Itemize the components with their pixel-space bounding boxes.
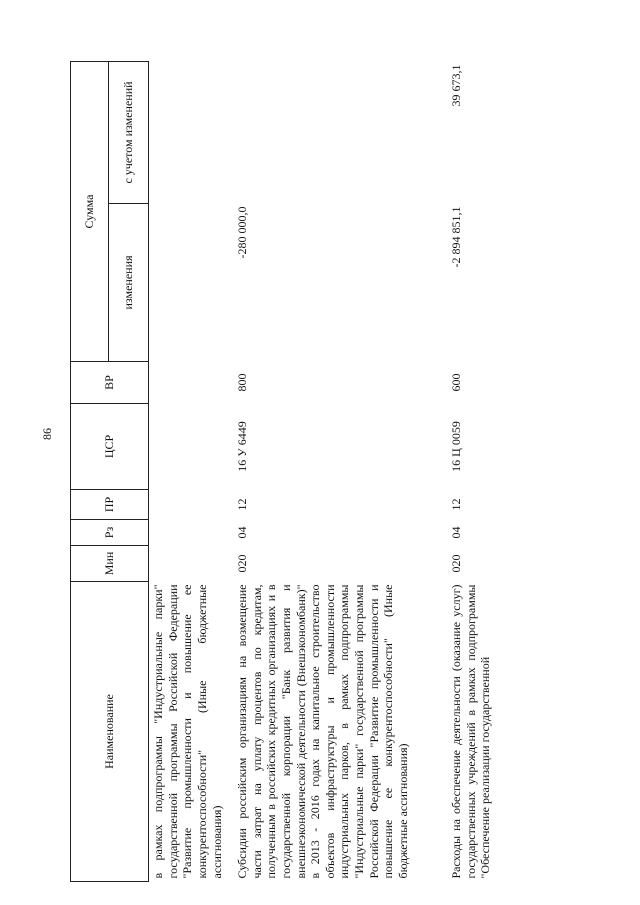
row-vr: 800: [235, 373, 249, 392]
header-with-changes: с учетом изменений: [109, 61, 149, 203]
header-min: Мин: [71, 546, 149, 582]
header-sum: Сумма: [71, 61, 109, 361]
page-number: 86: [40, 428, 54, 440]
row-name: Расходы на обеспечение деятельности (оказание услуг) государственных учреждений в рамках подпрограммы "Обеспечение реализации государственной: [449, 584, 493, 879]
header-csr: ЦСР: [71, 404, 149, 490]
row-pr: 12: [449, 498, 463, 511]
row-min: [149, 546, 234, 582]
table-row: [149, 61, 234, 881]
rotated-page: [70, 62, 590, 882]
row-min: 020: [449, 554, 463, 573]
row-total: [233, 61, 447, 203]
row-pr: [149, 490, 234, 520]
row-change: [149, 204, 234, 362]
row-csr: 16 Ц 0059: [449, 421, 463, 472]
header-name: Наименование: [71, 582, 149, 882]
row-rz: 04: [235, 526, 249, 539]
table-row: [447, 61, 511, 881]
row-vr: 600: [449, 373, 463, 392]
row-vr: [149, 362, 234, 404]
row-change: -280 000,0: [235, 206, 249, 259]
row-min: 020: [235, 554, 249, 573]
header-vr: ВР: [71, 362, 149, 404]
row-total: 39 673,1: [449, 64, 463, 107]
row-rz: [149, 520, 234, 546]
row-total: [149, 61, 234, 203]
header-pr: ПР: [71, 490, 149, 520]
row-csr: 16 У 6449: [235, 421, 249, 472]
row-change: -2 894 851,1: [449, 206, 463, 268]
budget-table: [70, 61, 511, 882]
row-name: Субсидии российским организациям на возмещение части затрат на уплату процентов по кредитам, полученным в российских кредитных организациях и в государственной корпорации "Банк развития и внешнеэкономической деятельности (Внешэкономбанк)" в 2013 - 2016 годах на капитальное строительство объектов инфраструктуры и промышленности индустриальных парков, в рамках подпрограммы "Индустриальные парки" государственной программы Российской Федерации "Развитие промышленности и повышение ее конкурентоспособности" (Иные бюджетные ассигнования): [235, 584, 410, 879]
row-rz: 04: [449, 526, 463, 539]
table-row: [233, 61, 447, 881]
header-changes: изменения: [109, 204, 149, 362]
row-pr: 12: [235, 498, 249, 511]
row-name: в рамках подпрограммы "Индустриальные парки" государственной программы Российской Федерации "Развитие промышленности и повышение ее конкурентоспособности" (Иные бюджетные ассигнования): [151, 584, 224, 879]
row-csr: [149, 404, 234, 490]
header-rz: Рз: [71, 520, 149, 546]
